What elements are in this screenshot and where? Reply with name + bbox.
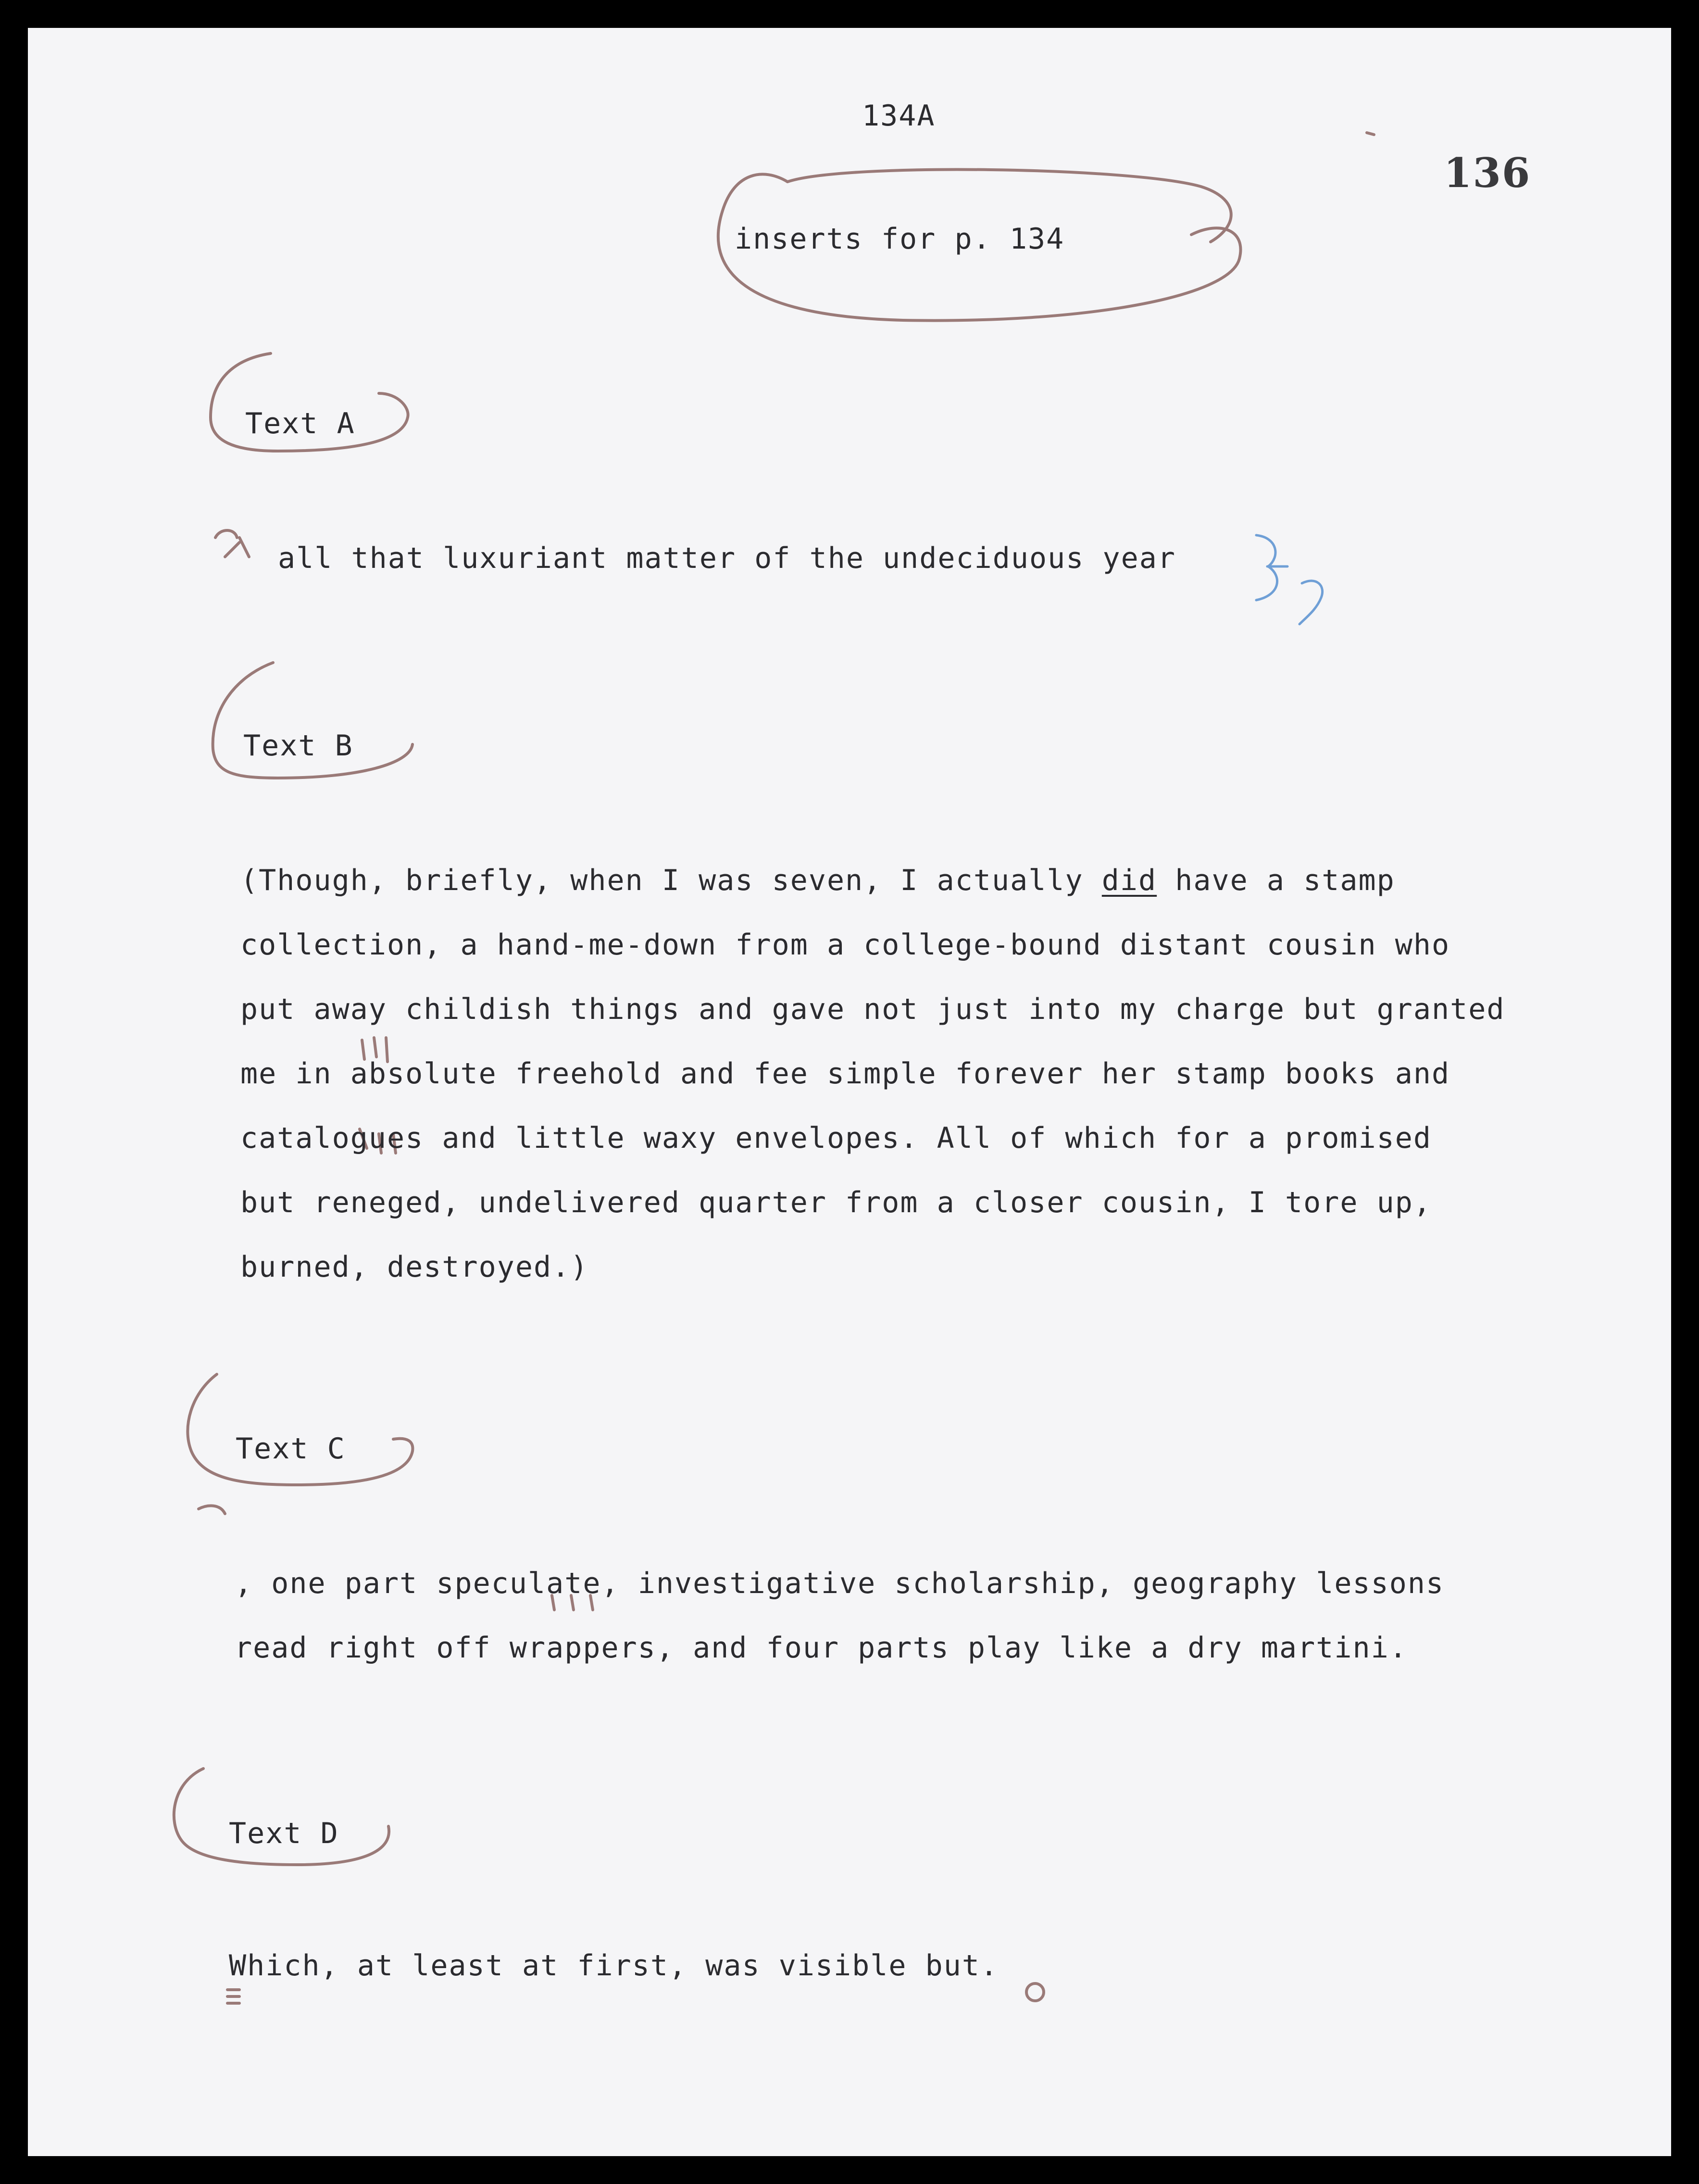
text-b-line: catalogues and little waxy envelopes. All of which for a promised bbox=[240, 1121, 1432, 1155]
text-c-line: , one part speculate, investigative scholarship, geography lessons bbox=[235, 1567, 1445, 1600]
text-d-line: Which, at least at first, was visible but. bbox=[229, 1949, 999, 1983]
section-label-text-c: Text C bbox=[236, 1432, 346, 1466]
text-a-line: all that luxuriant matter of the undeciduous year bbox=[278, 541, 1176, 575]
text-b-line: but reneged, undelivered quarter from a closer cousin, I tore up, bbox=[240, 1186, 1432, 1219]
header-inserts: inserts for p. 134 bbox=[735, 222, 1065, 256]
text-b-line: collection, a hand-me-down from a college-bound distant cousin who bbox=[240, 928, 1450, 962]
text-b-line: put away childish things and gave not just into my charge but granted bbox=[240, 992, 1505, 1026]
section-label-text-b: Text B bbox=[243, 729, 353, 763]
section-label-text-d: Text D bbox=[229, 1817, 339, 1850]
text-b-line: me in absolute freehold and fee simple forever her stamp books and bbox=[240, 1057, 1450, 1091]
underlined-did: did bbox=[1101, 864, 1157, 897]
document-page bbox=[28, 28, 1671, 2156]
typed-page-number: 134A bbox=[862, 99, 936, 133]
text-b-line-1-start: (Though, briefly, when I was seven, I actually bbox=[240, 864, 1084, 897]
stamped-page-number: 136 bbox=[1444, 149, 1531, 197]
section-label-text-a: Text A bbox=[245, 407, 355, 440]
text-c-line: read right off wrappers, and four parts play like a dry martini. bbox=[235, 1631, 1408, 1665]
text-b-line-1-end: have a stamp bbox=[1175, 864, 1395, 897]
text-b-line bbox=[240, 864, 1395, 897]
text-b-line: burned, destroyed.) bbox=[240, 1250, 589, 1284]
